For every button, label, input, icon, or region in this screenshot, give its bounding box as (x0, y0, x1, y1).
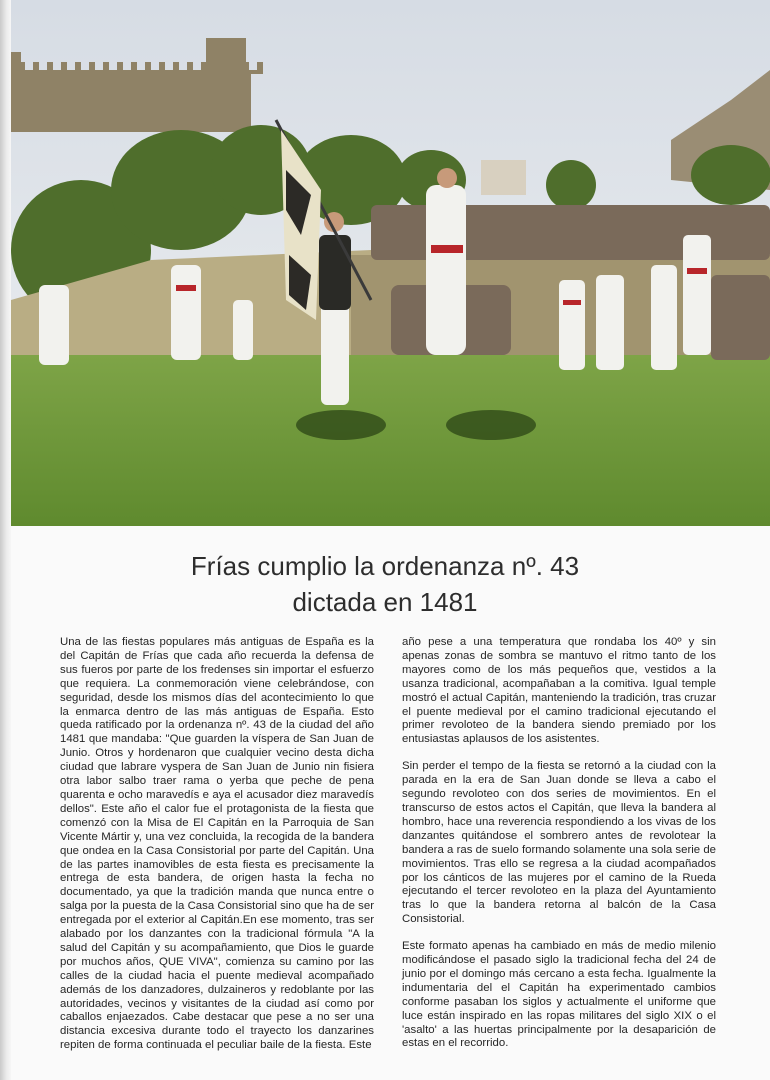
body-paragraph: año pese a una temperatura que rondaba los 40º y sin apenas zonas de sombra se mantuvo el ritmo tanto de los mayores como de los más pequeños que, vestidos a la usanza tradicional, acompañaban a la comitiva. Igual temple mostró el actual Capitán, manteniendo la tradición, tras cruzar el puente medieval por el camino tradicional ejecutando el primer revoloteo de la bandera siendo premiado por los entusiastas aplausos de los asistentes. (402, 636, 716, 746)
article-title-line-1: Frías cumplio la ordenanza nº. 43 (190, 551, 580, 581)
article-title-line-2: dictada en 1481 (292, 587, 478, 617)
body-paragraph: Sin perder el tempo de la fiesta se retornó a la ciudad con la parada en la era de San Juan donde se lleva a cabo el segundo revoloteo con dos series de movimientos. En el transcurso de estos actos el Capitán, que lleva la bandera al hombro, hace una reverencia respondiendo a los vivas de los danzantes quitándose el sombrero antes de revolotear la bandera a ras de suelo formando solamente una sola serie de movimientos. Tras ello se regresa a la ciudad acompañados por los cánticos de las mujeres por el camino de la Rueda ejecutando el tercer revoloteo en la plaza del Ayuntamiento tras lo que la bandera retorna al balcón de la Casa Consistorial. (402, 760, 716, 926)
article-column-left (60, 636, 374, 1066)
article-title (60, 548, 710, 620)
festival-photo (11, 0, 770, 526)
article-column-right (402, 636, 716, 1064)
body-paragraph: Este formato apenas ha cambiado en más de medio milenio modificándose el pasado siglo la tradicional fecha del 24 de junio por el domingo más cercano a esta fecha. Igualmente la indumentaria del el Capitán ha experimentado cambios conforme pasaban los siglos y actualmente el uniforme que luce están inspirado en las ropas militares del siglo XIX o el 'asalto' a las huertas principalmente por la desaparición de estas en el recorrido. (402, 940, 716, 1050)
body-paragraph: Una de las fiestas populares más antiguas de España es la del Capitán de Frías que cada año recuerda la defensa de sus fueros por parte de los fredenses sin importar el esfuerzo que requiera. La conmemoración viene celebrándose, con seguridad, desde los mismos días del acontecimiento lo que la enmarca dentro de las más antiguas de España. Esto queda ratificado por la ordenanza nº. 43 de la ciudad del año 1481 que mandaba: "Que guarden la víspera de San Juan de Junio. Otros y hordenaron que cualquier vecino desta dicha ciudad que labrare vyspera de San Juan de Junio nin fisiera otra labor salbo traer rama o yerba que peche de pena quarenta e ocho maravedís e aya el acusador diez maravedís dellos". Este año el calor fue el protagonista de la fiesta que comenzó con la Misa de El Capitán en la Parroquia de San Vicente Mártir y, una vez concluida, la recogida de la bandera que ondea en la Casa Consistorial por parte del Capitán. Una de las partes inamovibles de esta fiesta es precisamente la entrega de esta bandera, de origen hasta la fecha no documentado, ya que la tradición manda que nunca entre o salga por la puesta de la Casa Consistorial sino que ha de ser entregada por el exterior al Capitán.En ese momento, tras ser alabado por los danzantes con la tradicional fórmula "A la salud del Capitán y su acompañamiento, que Dios le guarde por muchos años, QUE VIVA", comienza su camino por las calles de la ciudad hacia el puente medieval acompañado además de los danzadores, dulzaineros y redoblante por las autoridades, vecinos y visitantes de la ciudad así como por caballos enjaezados. Cabe destacar que pese a no ser una distancia excesiva durante todo el trayecto los danzarines repiten de forma continuada el peculiar baile de la fiesta. Este (60, 636, 374, 1052)
page-binding-edge (0, 0, 11, 1080)
